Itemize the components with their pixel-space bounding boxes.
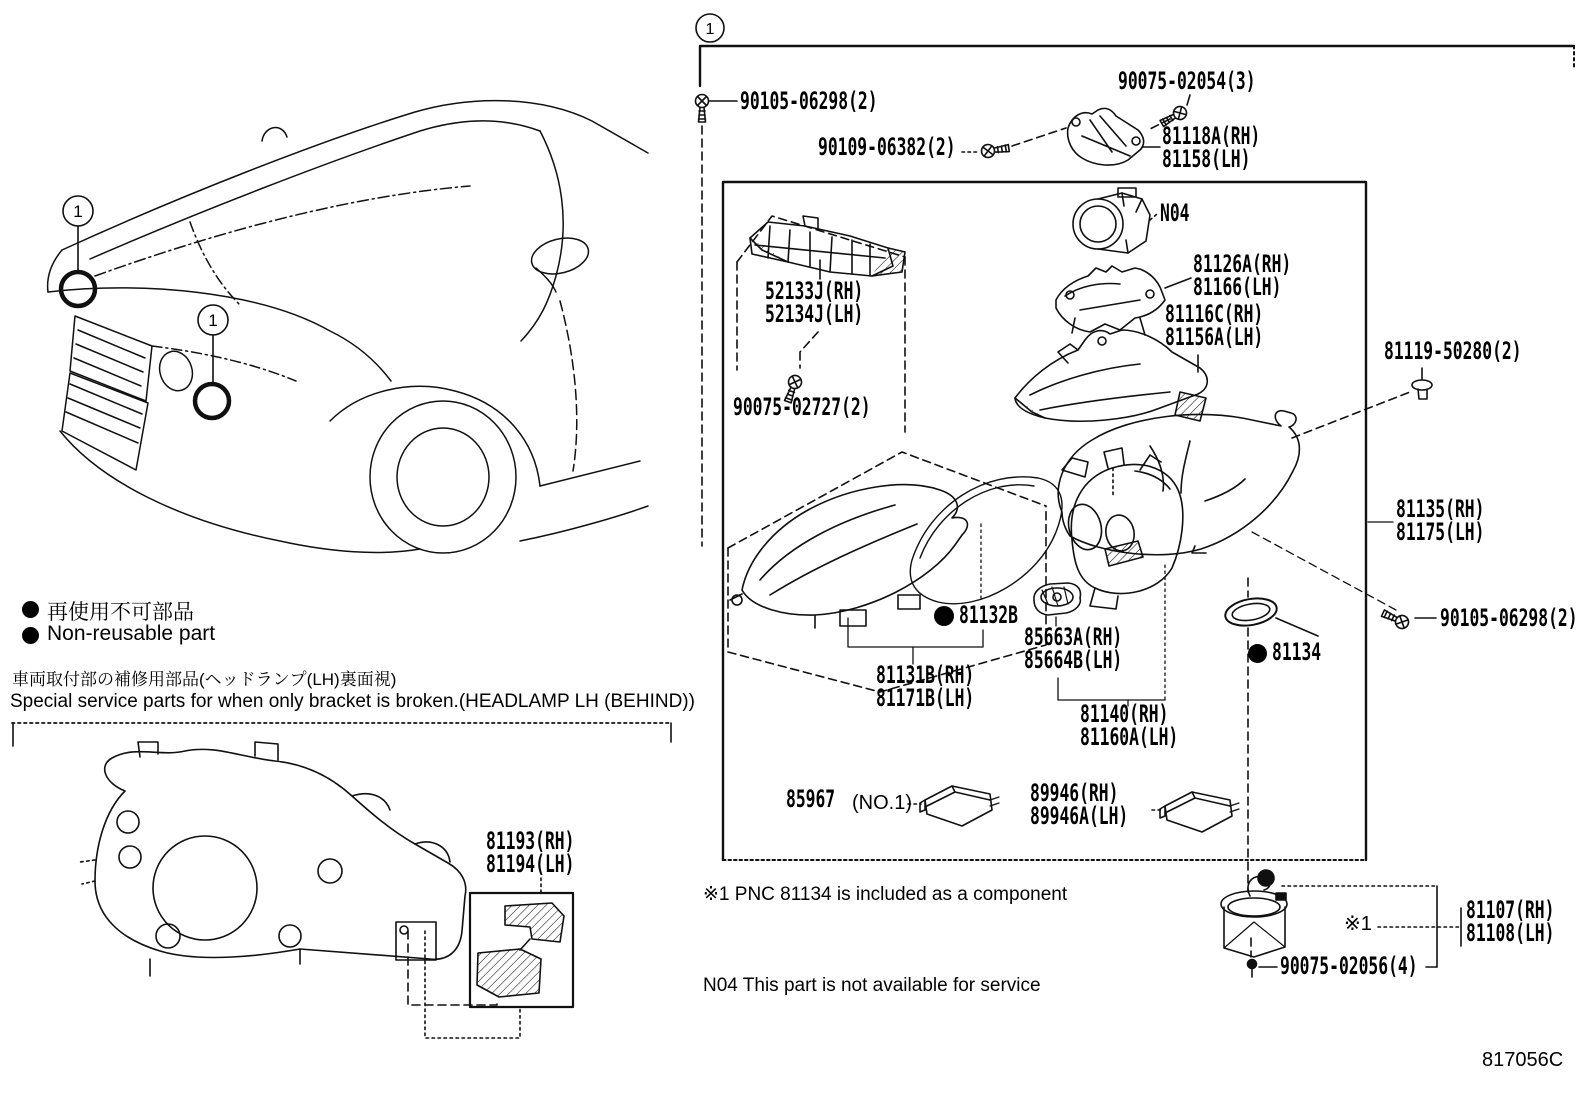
label-81107: [1466, 896, 1555, 947]
part-number-lh: 85664B(LH): [1024, 646, 1123, 674]
car-callout-b-number: 1: [208, 311, 218, 330]
part-number: 90105-06298(2): [1440, 604, 1578, 632]
part-number-lh: 81108(LH): [1466, 919, 1555, 947]
legend-en: Non-reusable part: [47, 622, 216, 645]
label-89946: [1030, 779, 1129, 830]
part-number-lh: 81175(LH): [1396, 518, 1485, 546]
bracket-81118a-part: [1068, 108, 1160, 165]
label-90075-02054: [1118, 67, 1256, 95]
lens-construction-outline: [728, 452, 1046, 692]
part-number-lh: 81156A(LH): [1165, 323, 1264, 351]
part-number-rh: 85663A(RH): [1024, 623, 1123, 651]
label-85663a: [1024, 623, 1123, 674]
screw-90109-icon: [962, 128, 1066, 158]
ecu-89946-part: [1152, 792, 1239, 832]
label-85967: [786, 785, 836, 813]
part-number-lh: 81158(LH): [1162, 145, 1251, 173]
part-number-rh: 81126A(RH): [1193, 250, 1292, 278]
label-90075-02056: [1280, 952, 1418, 980]
ecu-85967-part: [908, 786, 999, 826]
label-ref1-mark: ※1: [1344, 913, 1372, 935]
special-parts-bracket: [12, 723, 672, 746]
label-81132b: [959, 601, 1018, 629]
label-90105-06298-top: [740, 87, 878, 115]
special-parts-note-jp: 車両取付部の補修用部品(ヘッドランプ(LH)裏面視): [12, 670, 397, 689]
seal-gasket-outline: [910, 477, 1062, 604]
screw-90105-top-icon: [696, 95, 738, 547]
part-number-lh: 89946A(LH): [1030, 802, 1129, 830]
part-number: N04: [1160, 199, 1190, 227]
part-number: 81119-50280(2): [1384, 337, 1522, 365]
part-number-rh: 81118A(RH): [1162, 122, 1261, 150]
part-number: 90075-02056(4): [1280, 952, 1418, 980]
label-81119-50280: [1384, 337, 1522, 365]
special-parts-note-en: Special service parts for when only bracket is broken.(HEADLAMP LH (BEHIND)): [10, 691, 695, 712]
label-90109-06382: [818, 133, 956, 161]
label-81134: [1272, 638, 1322, 666]
part-number: 90109-06382(2): [818, 133, 956, 161]
non-reusable-dot: [934, 606, 954, 626]
part-number: 90105-06298(2): [740, 87, 878, 115]
label-90105-06298-right: [1440, 604, 1578, 632]
label-81126a: [1193, 250, 1292, 301]
projector-unit-n04-part: [1073, 188, 1157, 253]
figure-code: 817056C: [1482, 1049, 1564, 1071]
part-number-rh: 81107(RH): [1466, 896, 1555, 924]
part-number-rh: 81131B(RH): [876, 661, 975, 689]
part-number-rh: 89946(RH): [1030, 779, 1119, 807]
non-reusable-dot: [1248, 644, 1267, 663]
label-90075-02727: [733, 393, 871, 421]
part-number-rh: 81135(RH): [1396, 495, 1485, 523]
part-number: 85967: [786, 785, 836, 813]
clip-81119-icon: [1292, 368, 1432, 438]
car-sketch: [48, 101, 648, 553]
part-number: 90075-02054(3): [1118, 67, 1256, 95]
part-number: 90075-02727(2): [733, 393, 871, 421]
label-81140: [1080, 700, 1179, 751]
service-bracket-box: [408, 878, 573, 1038]
legend-dot-en: [22, 627, 39, 644]
label-n04: [1160, 199, 1190, 227]
legend-jp: 再使用不可部品: [47, 601, 194, 624]
label-81135: [1396, 495, 1485, 546]
car-callout-markers: [61, 196, 229, 418]
label-85967-note: (NO.1): [852, 792, 912, 814]
label-52133j: [765, 277, 864, 328]
footnote-ref1: ※1 PNC 81134 is included as a component: [703, 884, 1068, 905]
label-81193: [486, 827, 575, 878]
part-number: 81134: [1272, 638, 1322, 666]
gasket-81134-part: [1223, 578, 1318, 892]
motor-85663-part: [1034, 583, 1081, 615]
part-number-lh: 81171B(LH): [876, 684, 975, 712]
car-callout-a-number: 1: [73, 202, 83, 221]
part-number-rh: 52133J(RH): [765, 277, 864, 305]
legend-dot-jp: [22, 601, 39, 618]
part-number-lh: 81160A(LH): [1080, 723, 1179, 751]
part-number-rh: 81116C(RH): [1165, 300, 1264, 328]
part-number-lh: 52134J(LH): [765, 300, 864, 328]
part-number: 81132B: [959, 601, 1018, 629]
part-number-rh: 81193(RH): [486, 827, 575, 855]
footnote-n04: N04 This part is not available for service: [703, 975, 1041, 996]
label-81131b: [876, 661, 975, 712]
label-81116c: [1165, 300, 1264, 351]
lens-81131-part: [730, 485, 967, 628]
unit-81135-part: [1058, 411, 1299, 555]
part-number-rh: 81140(RH): [1080, 700, 1169, 728]
part-number-lh: 81194(LH): [486, 850, 575, 878]
part-number-lh: 81166(LH): [1193, 273, 1282, 301]
label-81118a: [1162, 122, 1261, 173]
panel-callout-number: 1: [705, 21, 715, 38]
screw-90105-right-icon: [1380, 607, 1436, 630]
headlamp-rear-view: [80, 742, 466, 976]
